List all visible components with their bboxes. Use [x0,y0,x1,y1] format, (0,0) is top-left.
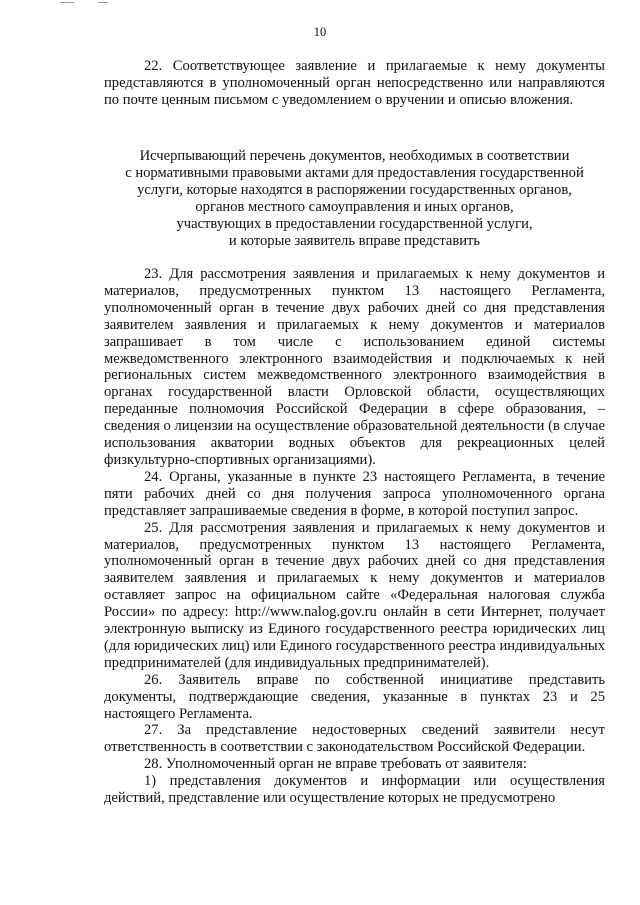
main-text [104,266,605,807]
heading-line: органов местного самоуправления и иных органов, [195,198,514,215]
paragraph-28-item-1: 1) представления документов и информации или осуществления действий, представление или осуществление которых не предусмотрено [104,773,605,807]
heading-line: Исчерпывающий перечень документов, необходимых в соответствии [139,148,570,164]
heading-line: участвующих в предоставлении государственной услуги, [176,215,533,232]
paragraph-26: 26. Заявитель вправе по собственной инициативе представить документы, подтверждающие сведения, указанные в пунктах 23 и 25 настоящего Регламента. [104,671,605,722]
paragraph-22-block [104,58,605,109]
paragraph-27: 27. За представление недостоверных сведений заявители несут ответственность в соответствии с законодательством Российской Федерации. [104,722,605,756]
heading-line: с нормативными правовыми актами для предоставления государственной [125,164,584,181]
section-heading [104,148,605,249]
paragraph-22: 22. Соответствующее заявление и прилагаемые к нему документы представляются в уполномоченный орган непосредственно или направляются по почте ценным письмом с уведомлением о вручении и описью вложения. [104,58,605,108]
scan-artifact-marks [60,2,120,8]
heading-line: и которые заявитель вправе представить [228,232,481,249]
heading-line: услуги, которые находятся в распоряжении государственных органов, [137,181,572,198]
paragraph-23: 23. Для рассмотрения заявления и прилагаемых к нему документов и материалов, предусмотренных пунктом 13 настоящего Регламента, уполномоченный орган в течение двух рабочих дней со дня представления заявителем заявления и прилагаемых к нему документов и материалов запрашивает в том числе с использованием единой системы межведомственного электронного взаимодействия и подключаемых к ней региональных систем межведомственного электронного взаимодействия в органах государственной власти Орловской области, осуществляющих переданные полномочия Российской Федерации в сфере образования, – сведения о лицензии на осуществление образовательной деятельности (в случае использования акватории водных объектов для рекреационных целей физкультурно-спортивных организациями). [104,266,605,468]
paragraph-25: 25. Для рассмотрения заявления и прилагаемых к нему документов и материалов, предусмотренных пунктом 13 настоящего Регламента, уполномоченный орган в течение двух рабочих дней со дня представления заявителем заявления и прилагаемых к нему документов и материалов оставляет запрос на официальном сайте «Федеральная налоговая служба России» по адресу: http://www.nalog.gov.ru онлайн в сети Интернет, получает электронную выписку из Единого государственного реестра юридических лиц (для юридических лиц) или Единого государственного реестра индивидуальных предпринимателей (для индивидуальных предпринимателей). [104,519,605,671]
paragraph-28: 28. Уполномоченный орган не вправе требовать от заявителя: [144,756,527,773]
paragraph-24: 24. Органы, указанные в пункте 23 настоящего Регламента, в течение пяти рабочих дней со дня получения запроса уполномоченного органа представляет запрашиваемые сведения в форме, в которой поступил запрос. [104,468,605,519]
page-number: 10 [313,25,327,39]
